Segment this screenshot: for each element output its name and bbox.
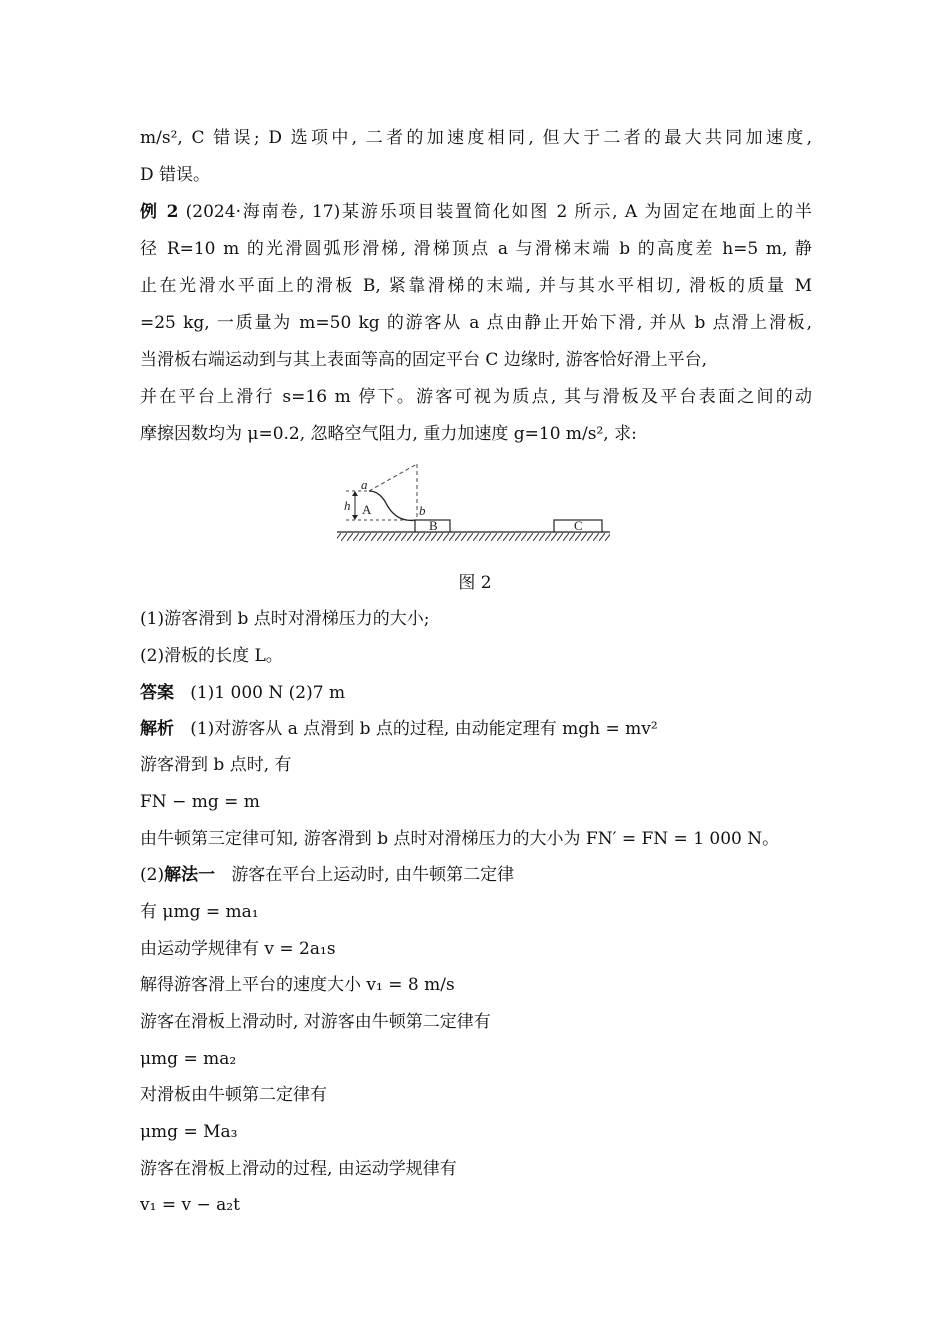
slide-diagram [335,461,615,547]
analysis-line-1 [140,717,658,741]
answer-line [140,681,345,705]
question-2: (2)滑板的长度 L。 [140,646,283,666]
analysis-step-3: 由牛顿第三定律可知, 游客滑到 b 点时对滑梯压力的大小为 FN′ = FN = 1 000 N。 [140,829,780,849]
method-step-7: μmg = Ma₃ [140,1122,238,1142]
method-step-6: 对滑板由牛顿第二定律有 [140,1085,327,1105]
method-step-9: v₁ = v − a₂t [140,1195,240,1215]
method-step-3: 解得游客滑上平台的速度大小 v₁ = 8 m/s [140,975,455,995]
method-prefix: (2) [140,865,165,885]
problem-line-5: 当滑板右端运动到与其上表面等高的固定平台 C 边缘时, 游客恰好滑上平台, [140,350,708,370]
label-b: b [419,503,426,518]
analysis-label: 解析 [140,719,174,739]
label-h: h [344,498,351,513]
analysis-first: (1)对游客从 a 点滑到 b 点的过程, 由动能定理有 mgh = mv² [190,719,658,739]
problem-line-2: 径 R=10 m 的光滑圆弧形滑梯, 滑梯顶点 a 与滑梯末端 b 的高度差 h=5 m, 静 [140,239,812,259]
method-step-4: 游客在滑板上滑动时, 对游客由牛顿第二定律有 [140,1012,491,1032]
label-slide-a: A [362,502,372,517]
label-a: a [361,477,368,492]
problem-line-4: =25 kg, 一质量为 m=50 kg 的游客从 a 点由静止开始下滑, 并从 b 点滑上滑板, [140,313,812,333]
problem-line-1 [140,200,812,224]
prev-text-line-1: m/s², C 错误; D 选项中, 二者的加速度相同, 但大于二者的最大共同加速度, [140,128,812,148]
ground-hatching [337,533,610,541]
method-step-2: 由运动学规律有 v = 2a₁s [140,939,336,959]
radius-dashed-line [369,464,417,491]
problem-line-6: 并在平台上滑行 s=16 m 停下。游客可视为质点, 其与滑板及平台表面之间的动 [140,387,812,407]
label-platform-c: C [574,518,583,533]
problem-line-3: 止在光滑水平面上的滑板 B, 紧靠滑梯的末端, 并与其水平相切, 滑板的质量 M [140,276,812,296]
figure-caption: 图 2 [458,573,492,593]
answer-text: (1)1 000 N (2)7 m [190,683,346,703]
method-step-1: 有 μmg = ma₁ [140,902,259,922]
analysis-step-1: 游客滑到 b 点时, 有 [140,755,292,775]
problem-label: 例 2 [140,202,179,222]
slide-arc [369,491,417,520]
analysis-step-2: FN − mg = m [140,792,260,812]
method-text: 游客在平台上运动时, 由牛顿第二定律 [231,865,515,885]
question-1: (1)游客滑到 b 点时对滑梯压力的大小; [140,609,430,629]
method-step-5: μmg = ma₂ [140,1049,237,1069]
label-board-b: B [429,518,438,533]
prev-text-line-2: D 错误。 [140,165,211,185]
method-step-8: 游客在滑板上滑动的过程, 由运动学规律有 [140,1159,457,1179]
method-heading [140,863,514,887]
problem-text: (2024·海南卷, 17)某游乐项目装置简化如图 2 所示, A 为固定在地面上的半 [185,202,813,222]
method-label: 解法一 [164,865,216,885]
problem-line-7: 摩擦因数均为 μ=0.2, 忽略空气阻力, 重力加速度 g=10 m/s², 求: [140,424,637,444]
answer-label: 答案 [140,683,174,703]
